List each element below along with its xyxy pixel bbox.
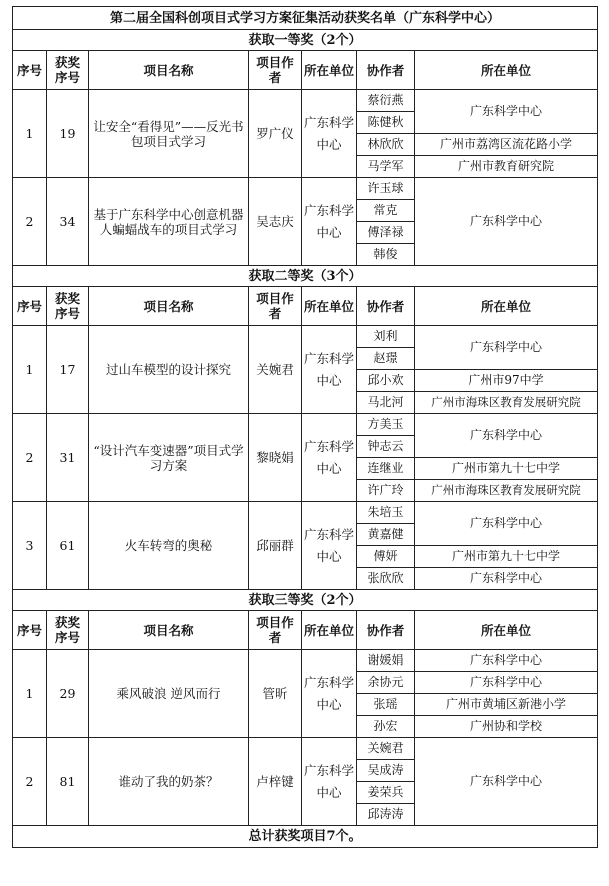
collaborator-name: 邱涛涛 — [357, 804, 415, 826]
table-row — [13, 90, 598, 112]
header-collab-unit: 所在单位 — [415, 287, 598, 326]
award-section-title: 获取三等奖（2个） — [13, 590, 598, 611]
project-author: 管昕 — [249, 650, 302, 738]
header-author: 项目作者 — [249, 287, 302, 326]
project-award-no: 81 — [47, 738, 89, 826]
header-award-no: 获奖序号 — [47, 287, 89, 326]
collaborator-unit: 广州市荔湾区流花路小学 — [415, 134, 598, 156]
project-author: 罗广仪 — [249, 90, 302, 178]
project-author: 卢梓键 — [249, 738, 302, 826]
header-unit: 所在单位 — [302, 287, 357, 326]
collaborator-name: 傅泽禄 — [357, 222, 415, 244]
collaborator-name: 姜荣兵 — [357, 782, 415, 804]
collaborator-unit: 广州市教育研究院 — [415, 156, 598, 178]
collaborator-name: 傅妍 — [357, 546, 415, 568]
table-row — [13, 178, 598, 200]
collaborator-name: 关婉君 — [357, 738, 415, 760]
project-unit: 广东科学中心 — [302, 738, 357, 826]
project-index: 1 — [13, 90, 47, 178]
collaborator-unit: 广州市第九十七中学 — [415, 458, 598, 480]
project-name: “设计汽车变速器”项目式学习方案 — [89, 414, 249, 502]
collaborator-name: 张欣欣 — [357, 568, 415, 590]
header-author: 项目作者 — [249, 51, 302, 90]
project-award-no: 29 — [47, 650, 89, 738]
collaborator-name: 方美玉 — [357, 414, 415, 436]
collaborator-name: 许玉球 — [357, 178, 415, 200]
collaborator-unit: 广州市海珠区教育发展研究院 — [415, 480, 598, 502]
project-award-no: 31 — [47, 414, 89, 502]
collaborator-name: 韩俊 — [357, 244, 415, 266]
collaborator-unit: 广东科学中心 — [415, 568, 598, 590]
header-unit: 所在单位 — [302, 51, 357, 90]
project-unit: 广东科学中心 — [302, 414, 357, 502]
project-index: 2 — [13, 178, 47, 266]
award-document — [12, 6, 597, 848]
collaborator-unit: 广东科学中心 — [415, 90, 598, 134]
project-unit: 广东科学中心 — [302, 502, 357, 590]
project-index: 1 — [13, 326, 47, 414]
project-author: 吴志庆 — [249, 178, 302, 266]
header-index: 序号 — [13, 287, 47, 326]
collaborator-name: 钟志云 — [357, 436, 415, 458]
header-project-name: 项目名称 — [89, 287, 249, 326]
collaborator-name: 许广玲 — [357, 480, 415, 502]
collaborator-unit: 广东科学中心 — [415, 672, 598, 694]
project-author: 关婉君 — [249, 326, 302, 414]
header-collab-unit: 所在单位 — [415, 51, 598, 90]
collaborator-name: 林欣欣 — [357, 134, 415, 156]
header-award-no: 获奖序号 — [47, 51, 89, 90]
project-unit: 广东科学中心 — [302, 650, 357, 738]
collaborator-name: 连继业 — [357, 458, 415, 480]
project-name: 基于广东科学中心创意机器人蝙蝠战车的项目式学习 — [89, 178, 249, 266]
project-unit: 广东科学中心 — [302, 90, 357, 178]
collaborator-name: 马学军 — [357, 156, 415, 178]
collaborator-unit: 广州协和学校 — [415, 716, 598, 738]
header-index: 序号 — [13, 51, 47, 90]
collaborator-name: 吴成涛 — [357, 760, 415, 782]
collaborator-name: 张瑶 — [357, 694, 415, 716]
project-name: 让安全“看得见”——反光书包项目式学习 — [89, 90, 249, 178]
award-table-body — [13, 7, 598, 848]
header-project-name: 项目名称 — [89, 51, 249, 90]
header-index: 序号 — [13, 611, 47, 650]
project-award-no: 19 — [47, 90, 89, 178]
collaborator-name: 赵璟 — [357, 348, 415, 370]
header-project-name: 项目名称 — [89, 611, 249, 650]
project-author: 邱丽群 — [249, 502, 302, 590]
project-unit: 广东科学中心 — [302, 178, 357, 266]
header-award-no: 获奖序号 — [47, 611, 89, 650]
collaborator-name: 朱培玉 — [357, 502, 415, 524]
collaborator-name: 蔡衍燕 — [357, 90, 415, 112]
collaborator-unit: 广州市第九十七中学 — [415, 546, 598, 568]
table-row — [13, 650, 598, 672]
header-collab-unit: 所在单位 — [415, 611, 598, 650]
collaborator-name: 黄嘉健 — [357, 524, 415, 546]
project-index: 2 — [13, 738, 47, 826]
document-title: 第二届全国科创项目式学习方案征集活动获奖名单（广东科学中心） — [13, 7, 598, 30]
header-collaborator: 协作者 — [357, 611, 415, 650]
project-award-no: 61 — [47, 502, 89, 590]
award-section-title: 获取二等奖（3个） — [13, 266, 598, 287]
collaborator-unit: 广东科学中心 — [415, 414, 598, 458]
table-row — [13, 738, 598, 760]
table-row — [13, 414, 598, 436]
collaborator-name: 马北河 — [357, 392, 415, 414]
award-section-title: 获取一等奖（2个） — [13, 30, 598, 51]
collaborator-unit: 广东科学中心 — [415, 326, 598, 370]
header-collaborator: 协作者 — [357, 51, 415, 90]
project-author: 黎晓娟 — [249, 414, 302, 502]
collaborator-name: 余协元 — [357, 672, 415, 694]
project-index: 2 — [13, 414, 47, 502]
project-name: 火车转弯的奥秘 — [89, 502, 249, 590]
collaborator-name: 谢媛娟 — [357, 650, 415, 672]
total-summary: 总计获奖项目7个。 — [13, 826, 598, 848]
collaborator-unit: 广东科学中心 — [415, 502, 598, 546]
collaborator-unit: 广州市黄埔区新港小学 — [415, 694, 598, 716]
collaborator-name: 孙宏 — [357, 716, 415, 738]
collaborator-name: 陈健秋 — [357, 112, 415, 134]
project-index: 3 — [13, 502, 47, 590]
collaborator-unit: 广州市97中学 — [415, 370, 598, 392]
table-row — [13, 502, 598, 524]
collaborator-unit: 广东科学中心 — [415, 738, 598, 826]
header-author: 项目作者 — [249, 611, 302, 650]
project-name: 乘风破浪 逆风而行 — [89, 650, 249, 738]
header-unit: 所在单位 — [302, 611, 357, 650]
project-award-no: 34 — [47, 178, 89, 266]
collaborator-unit: 广州市海珠区教育发展研究院 — [415, 392, 598, 414]
collaborator-name: 常克 — [357, 200, 415, 222]
collaborator-unit: 广东科学中心 — [415, 178, 598, 266]
award-table — [12, 6, 598, 848]
collaborator-unit: 广东科学中心 — [415, 650, 598, 672]
collaborator-name: 刘利 — [357, 326, 415, 348]
collaborator-name: 邱小欢 — [357, 370, 415, 392]
project-name: 谁动了我的奶茶？ — [89, 738, 249, 826]
header-collaborator: 协作者 — [357, 287, 415, 326]
project-award-no: 17 — [47, 326, 89, 414]
project-index: 1 — [13, 650, 47, 738]
project-unit: 广东科学中心 — [302, 326, 357, 414]
project-name: 过山车模型的设计探究 — [89, 326, 249, 414]
table-row — [13, 326, 598, 348]
